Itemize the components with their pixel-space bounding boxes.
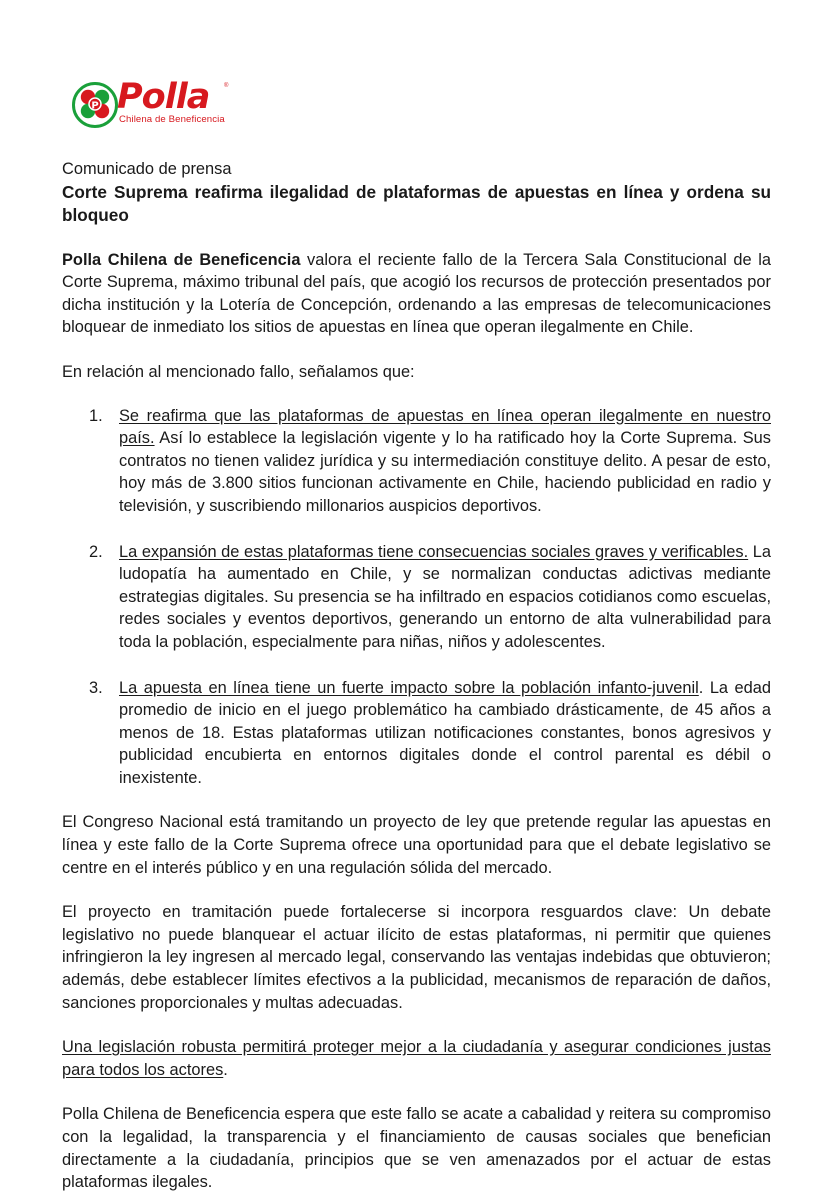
document-headline: Corte Suprema reafirma ilegalidad de plataformas de apuestas en línea y ordena su bloqueo [62, 181, 771, 225]
logo-registered-mark: ® [224, 83, 229, 89]
legislacion-text: . [223, 1060, 228, 1079]
list-item-text: . La edad promedio de inicio en el juego problemático ha cambiado drásticamente, de 45 años a menos de 18. Estas plataformas utilizan notificaciones constantes, bonos agresivos y publicidad encubierta en entornos digitales donde el control parental es débil o inexistente. [119, 678, 771, 787]
polla-logo [72, 77, 242, 130]
logo-subtitle: Chilena de Beneficencia [119, 114, 225, 125]
document-kicker: Comunicado de prensa [62, 160, 232, 178]
list-item [62, 405, 771, 518]
findings-list [62, 405, 771, 790]
intro-paragraph [62, 249, 771, 339]
list-item-emphasis: La expansión de estas plataformas tiene consecuencias sociales graves y verificables. [119, 542, 749, 561]
legislacion-emphasis: Una legislación robusta permitirá proteger mejor a la ciudadanía y asegurar condiciones justas para todos los actores [62, 1038, 771, 1079]
proyecto-paragraph: El proyecto en tramitación puede fortalecerse si incorpora resguardos clave: Un debate legislativo no puede blanquear el actuar ilícito de estas plataformas, ni permitir que quienes infringieron la ley ingresen al mercado legal, conservando las ventajas indebidas que obtuvieron; además, debe establecer límites efectivos a la publicidad, mecanismos de reparación de daños, sanciones proporcionales y multas adecuadas. [62, 903, 771, 1012]
clover-emblem-icon [72, 82, 118, 128]
legislacion-paragraph [62, 1036, 771, 1081]
document-body [62, 158, 771, 1194]
list-item-emphasis: Se reafirma que las plataformas de apuestas en línea operan ilegalmente en nuestro país. [119, 406, 771, 448]
list-intro: En relación al mencionado fallo, señalamos que: [62, 362, 415, 381]
svg-text:P: P [91, 100, 99, 112]
list-item [62, 541, 771, 654]
intro-lead: Polla Chilena de Beneficencia [62, 250, 301, 269]
intro-text: valora el reciente fallo de la Tercera Sala Constitucional de la Corte Suprema, máximo tribunal del país, que acogió los recursos de protección presentados por dicha institución y la Lotería de Concepción, ordenando a las empresas de telecomunicaciones bloquear de inmediato los sitios de apuestas en línea que operan ilegalmente en Chile. [62, 250, 772, 337]
list-item-number: 1. [89, 406, 103, 425]
list-item-text: La ludopatía ha aumentado en Chile, y se normalizan conductas adictivas mediante estrategias digitales. Su presencia se ha infiltrado en espacios cotidianos como escuelas, redes sociales y eventos deportivos, generando un entorno de alta vulnerabilidad para toda la población, especialmente para niñas, niños y adolescentes. [119, 542, 771, 651]
list-item-number: 3. [89, 678, 103, 697]
logo-wordmark: Polla [117, 77, 210, 117]
closing-paragraph: Polla Chilena de Beneficencia espera que este fallo se acate a cabalidad y reitera su compromiso con la legalidad, la transparencia y el financiamiento de causas sociales que benefician directamente a la ciudadanía, principios que se ven amenazados por el actuar de estas plataformas ilegales. [62, 1105, 771, 1192]
congreso-paragraph: El Congreso Nacional está tramitando un proyecto de ley que pretende regular las apuestas en línea y este fallo de la Corte Suprema ofrece una oportunidad para que el debate legislativo se centre en el interés público y en una regulación sólida del mercado. [62, 813, 771, 877]
list-item-emphasis: La apuesta en línea tiene un fuerte impacto sobre la población infanto-juvenil [119, 678, 699, 697]
list-item-text: Así lo establece la legislación vigente y lo ha ratificado hoy la Corte Suprema. Sus contratos no tienen validez jurídica y su intermediación constituye delito. A pesar de esto, hoy más de 3.800 sitios funcionan activamente en Chile, haciendo publicidad en radio y televisión, y suscribiendo millonarios auspicios deportivos. [119, 429, 771, 515]
list-item-number: 2. [89, 542, 103, 561]
list-item [62, 677, 771, 790]
